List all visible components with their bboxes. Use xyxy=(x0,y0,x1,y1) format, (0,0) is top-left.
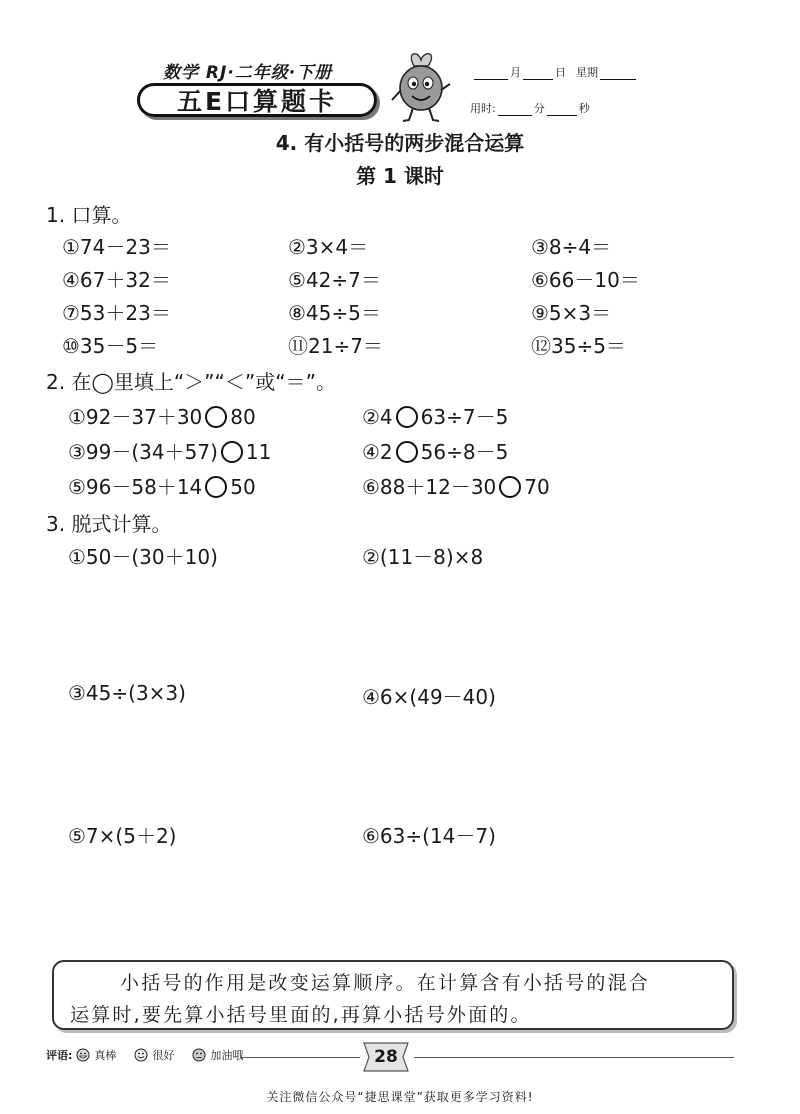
compare-right: 80 xyxy=(230,405,256,429)
cheer-face-icon[interactable] xyxy=(192,1048,206,1062)
calc-item: ③45÷(3×3) xyxy=(68,681,186,705)
time-fields xyxy=(470,100,590,116)
rating-label: 评语: xyxy=(46,1049,73,1062)
month-label: 月 xyxy=(510,66,521,79)
seconds-label: 秒 xyxy=(578,102,590,115)
compare-circle[interactable] xyxy=(205,406,227,428)
weekday-label: 星期 xyxy=(576,66,598,79)
compare-left: ④2 xyxy=(362,440,393,464)
brand-title: 五E口算题卡 xyxy=(137,83,377,117)
compare-item xyxy=(362,401,508,430)
rating-row xyxy=(46,1047,243,1063)
q1-item: ③8÷4＝ xyxy=(531,235,612,259)
page-number: 28 xyxy=(374,1047,398,1067)
compare-left: ⑤96－58＋14 xyxy=(68,475,203,499)
compare-item xyxy=(68,471,256,500)
q1-item: ⑩35－5＝ xyxy=(62,334,159,358)
q1-item: ⑤42÷7＝ xyxy=(288,268,381,292)
lesson-subtitle: 第 1 课时 xyxy=(356,164,444,188)
compare-right: 50 xyxy=(230,475,256,499)
minutes-blank[interactable] xyxy=(498,103,532,116)
compare-circle[interactable] xyxy=(499,476,521,498)
wechat-note: 关注微信公众号“捷思课堂”获取更多学习资料! xyxy=(266,1090,534,1104)
calc-item: ①50－(30＋10) xyxy=(68,545,218,569)
grin-face-icon[interactable] xyxy=(76,1048,90,1062)
day-blank[interactable] xyxy=(523,67,553,80)
q3-heading: 3. 脱式计算。 xyxy=(46,512,172,536)
calc-item: ④6×(49－40) xyxy=(362,685,496,709)
minutes-label: 分 xyxy=(533,102,545,115)
compare-circle[interactable] xyxy=(396,406,418,428)
compare-left: ③99－(34＋57) xyxy=(68,440,218,464)
q1-heading: 1. 口算。 xyxy=(46,203,132,227)
compare-circle[interactable] xyxy=(221,441,243,463)
compare-left: ②4 xyxy=(362,405,393,429)
compare-right: 63÷7－5 xyxy=(420,405,509,429)
q1-item: ②3×4＝ xyxy=(288,235,369,259)
smile-face-icon[interactable] xyxy=(134,1048,148,1062)
time-used-label: 用时: xyxy=(470,102,496,115)
seconds-blank[interactable] xyxy=(547,103,577,116)
q1-item: ⑫35÷5＝ xyxy=(531,334,626,358)
tip-text-line1: 小括号的作用是改变运算顺序。在计算含有小括号的混合 xyxy=(120,972,651,994)
subject-line: 数学 RJ·二年级·下册 xyxy=(163,63,333,83)
mascot-illustration xyxy=(388,50,454,124)
rating-good: 很好 xyxy=(152,1049,175,1062)
compare-circle[interactable] xyxy=(396,441,418,463)
q2-heading: 2. 在◯里填上“＞”“＜”或“＝”。 xyxy=(46,370,336,394)
lesson-title: 4. 有小括号的两步混合运算 xyxy=(275,131,525,155)
q1-item: ⑧45÷5＝ xyxy=(288,301,381,325)
compare-item xyxy=(362,471,550,500)
tip-text-line2: 运算时,要先算小括号里面的,再算小括号外面的。 xyxy=(70,1004,532,1026)
compare-left: ①92－37＋30 xyxy=(68,405,203,429)
compare-item xyxy=(68,436,271,465)
rating-great: 真棒 xyxy=(94,1049,117,1062)
compare-right: 70 xyxy=(524,475,550,499)
q1-item: ①74－23＝ xyxy=(62,235,171,259)
weekday-blank[interactable] xyxy=(600,67,636,80)
month-blank[interactable] xyxy=(474,67,508,80)
compare-right: 56÷8－5 xyxy=(420,440,509,464)
q1-item: ⑪21÷7＝ xyxy=(288,334,383,358)
q1-item: ⑥66－10＝ xyxy=(531,268,640,292)
compare-item xyxy=(68,401,256,430)
calc-item: ②(11－8)×8 xyxy=(362,545,484,569)
q1-item: ④67＋32＝ xyxy=(62,268,171,292)
compare-right: 11 xyxy=(245,440,272,464)
compare-item xyxy=(362,436,508,465)
q1-item: ⑨5×3＝ xyxy=(531,301,612,325)
date-fields xyxy=(474,64,636,80)
q1-item: ⑦53＋23＝ xyxy=(62,301,171,325)
footer-line-left xyxy=(240,1057,360,1058)
compare-circle[interactable] xyxy=(205,476,227,498)
rating-keep-going: 加油哦 xyxy=(210,1049,244,1062)
calc-item: ⑥63÷(14－7) xyxy=(362,824,496,848)
day-label: 日 xyxy=(555,66,566,79)
compare-left: ⑥88＋12－30 xyxy=(362,475,497,499)
calc-item: ⑤7×(5＋2) xyxy=(68,824,177,848)
footer-line-right xyxy=(414,1057,734,1058)
